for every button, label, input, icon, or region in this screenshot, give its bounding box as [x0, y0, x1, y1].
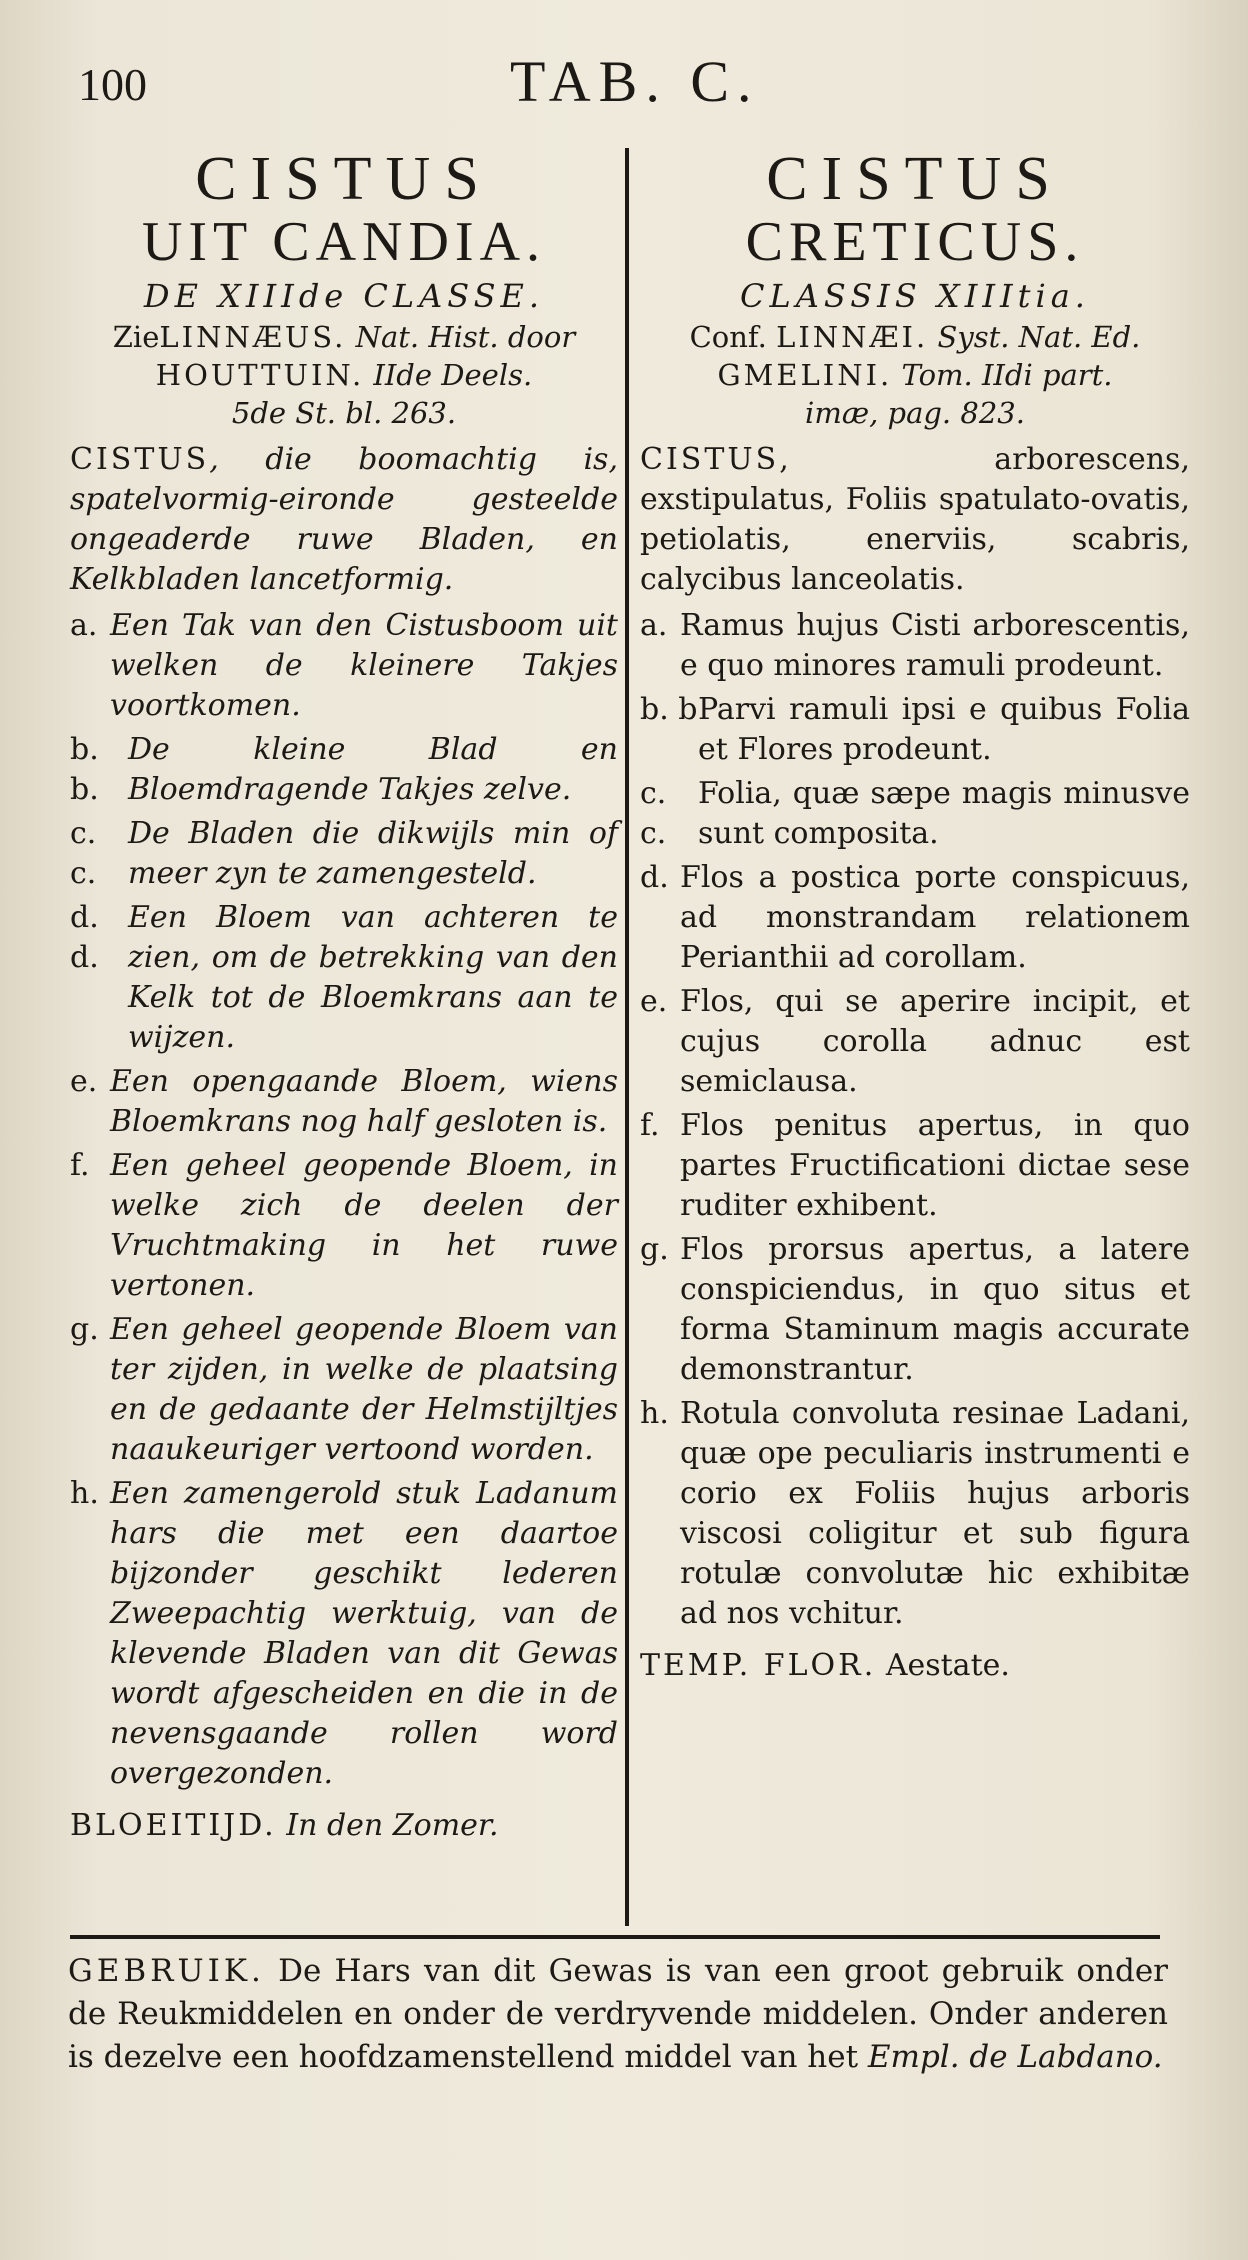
page-number: 100	[78, 59, 147, 110]
dutch-flowering-time: BLOEITIJD. In den Zomer.	[70, 1808, 499, 1843]
latin-reference-line-3: imæ, pag. 823.	[805, 396, 1025, 430]
dutch-title-genus: CISTUS	[195, 145, 493, 213]
usage-paragraph: GEBRUIK. De Hars van dit Gewas is van een groot gebruik onder de Reukmiddelen en onder de verdryvende middelen. Onder anderen is dezelve een hoofdzamenstellend middel van het Empl. de Labdano.	[68, 1953, 1168, 2075]
dutch-column	[70, 145, 618, 1846]
list-item: a. Een Tak van den Cistusboom uit welken de kleinere Takjes voortkomen.	[70, 608, 618, 723]
list-item: h. Een zamengerold stuk Ladanum hars die met een daartoe bijzonder geschikt lederen Zweepachtig werktuig, van de klevende Bladen van dit Gewas wordt afgescheiden en die in de nevensgaande rollen word overgezonden.	[70, 1476, 618, 1791]
latin-class-line: CLASSIS XIIItia.	[740, 277, 1090, 315]
latin-description: CISTUS, arborescens, exstipulatus, Foliis spatulato-ovatis, petiolatis, enerviis, scabris, calycibus lanceolatis.	[640, 442, 1190, 597]
list-item: e. Een opengaande Bloem, wiens Bloemkrans nog half gesloten is.	[70, 1064, 618, 1139]
list-item: c. c. De Bladen die dikwijls min of meer zyn te zamengesteld.	[70, 816, 618, 891]
column-divider	[625, 148, 629, 1926]
list-item: b. b. De kleine Blad en Bloemdragende Takjes zelve.	[70, 732, 618, 807]
dutch-reference-line-1: ZieLINNÆUS. Nat. Hist. door	[112, 320, 576, 354]
latin-title-species: CRETICUS.	[745, 211, 1085, 273]
list-item: h. Rotula convoluta resinae Ladani, quæ ope peculiaris instrumenti e corio ex Foliis hujus arboris viscosi coligitur et sub figura rotulæ convolutæ hic exhibitæ ad nos vchitur.	[640, 1396, 1190, 1631]
latin-reference-line-1: Conf. LINNÆI. Syst. Nat. Ed.	[689, 320, 1141, 354]
running-title: TAB. C.	[510, 49, 760, 114]
list-item: d. d. Een Bloem van achteren te zien, om de betrekking van den Kelk tot de Bloemkrans aan te wijzen.	[70, 900, 618, 1055]
list-item: b. b Parvi ramuli ipsi e quibus Folia et Flores prodeunt.	[640, 692, 1190, 767]
dutch-description: CISTUS, die boomachtig is, spatelvormig-eironde gesteelde ongeaderde ruwe Bladen, en Kelkbladen lancetformig.	[70, 442, 618, 597]
list-item: g. Een geheel geopende Bloem van ter zijden, in welke de plaatsing en de gedaante der Helmstijltjes naaukeuriger vertoond worden.	[70, 1312, 618, 1467]
list-item: c. c. Folia, quæ sæpe magis minusve sunt composita.	[640, 776, 1190, 851]
dutch-class-line: DE XIIIde CLASSE.	[143, 277, 545, 315]
list-item: e. Flos, qui se aperire incipit, et cujus corolla adnuc est semiclausa.	[640, 984, 1190, 1099]
latin-title-genus: CISTUS	[766, 145, 1064, 213]
list-item: d. Flos a postica porte conspicuus, ad monstrandam relationem Perianthii ad corollam.	[640, 860, 1190, 975]
dutch-figure-list	[70, 606, 618, 1794]
latin-flowering-time: TEMP. FLOR. Aestate.	[640, 1648, 1010, 1683]
list-item: a. Ramus hujus Cisti arborescentis, e quo minores ramuli prodeunt.	[640, 608, 1190, 683]
list-item: g. Flos prorsus apertus, a latere conspiciendus, in quo situs et forma Staminum magis accurate demonstrantur.	[640, 1232, 1190, 1387]
list-item: f. Flos penitus apertus, in quo partes Fructificationi dictae sese ruditer exhibent.	[640, 1108, 1190, 1223]
latin-column	[640, 145, 1190, 1686]
latin-reference-line-2: GMELINI. Tom. IIdi part.	[717, 358, 1113, 392]
horizontal-rule	[70, 1935, 1160, 1939]
dutch-title-species: UIT CANDIA.	[141, 211, 547, 273]
dutch-reference-line-2: HOUTTUIN. IIde Deels.	[155, 358, 533, 392]
latin-figure-list	[640, 606, 1190, 1634]
list-item: f. Een geheel geopende Bloem, in welke zich de deelen der Vruchtmaking in het ruwe vertonen.	[70, 1148, 618, 1303]
dutch-reference-line-3: 5de St. bl. 263.	[231, 396, 457, 430]
